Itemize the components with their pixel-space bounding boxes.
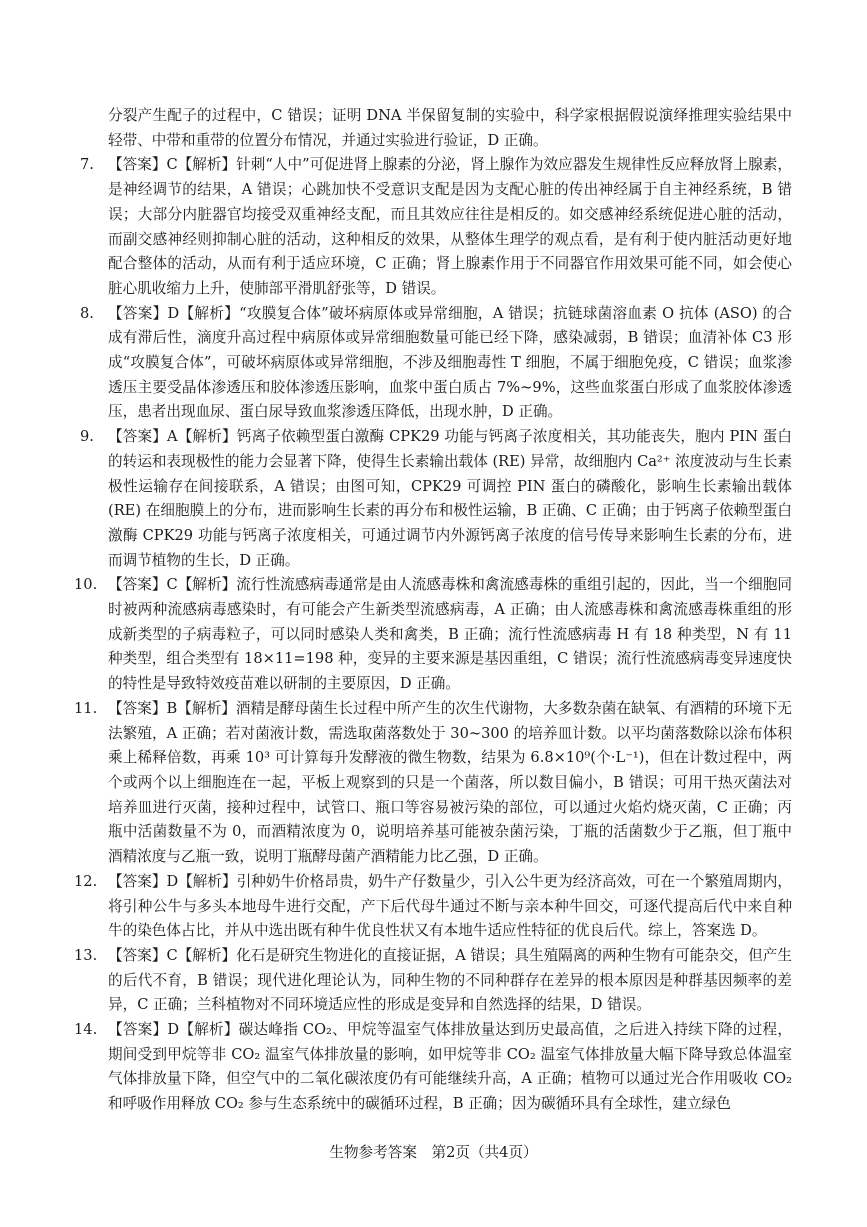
answer-item-12: [74, 870, 792, 944]
item-number: 10.: [74, 576, 98, 594]
item-number: 13.: [74, 946, 98, 964]
item-number: 14.: [74, 1021, 98, 1039]
answer-item-8: [80, 302, 792, 426]
item-number: 12.: [74, 872, 98, 890]
answer-item-14: [74, 1018, 792, 1117]
answer-item-11: [74, 697, 792, 870]
item-text: 【答案】D【解析】“攻膜复合体”破坏病原体或异常细胞，A 错误；抗链球菌溶血素 O 抗体 (ASO) 的合成有滞后性，滴度升高过程中病原体或异常细胞数量可能已经下降，感染减弱，B 错误；血清补体 C3 形成“攻膜复合体”，可破坏病原体或异常细胞，不涉及细胞毒性 T 细胞，不属于细胞免疫，C 错误；血浆渗透压主要受晶体渗透压和胶体渗透压影响，血浆中蛋白质占 7%~9%，这些血浆蛋白形成了血浆胶体渗透压，患者出现血尿、蛋白尿导致血浆渗透压降低，出现水肿，D 正确。: [108, 304, 792, 421]
intro-paragraph: 分裂产生配子的过程中，C 错误；证明 DNA 半保留复制的实验中，科学家根据假说演绎推理实验结果中轻带、中带和重带的位置分布情况，并通过实验进行验证，D 正确。: [108, 107, 792, 149]
page-footer: 生物参考答案 第2页（共4页）: [329, 1144, 538, 1161]
item-text: 【答案】C【解析】流行性流感病毒通常是由人流感毒株和禽流感毒株的重组引起的，因此，当一个细胞同时被两种流感病毒感染时，有可能会产生新类型流感病毒，A 正确；由人流感毒株和禽流感毒株重组的形成新类型的子病毒粒子，可以同时感染人类和禽类，B 正确；流行性流感病毒 H 有 18 种类型，N 有 11 种类型，组合类型有 18×11=198 种，变异的主要来源是基因重组，C 错误；流行性流感病毒变异速度快的特性是导致特效疫苗难以研制的主要原因，D 正确。: [108, 576, 792, 693]
item-number: 8.: [80, 304, 94, 322]
answer-item-10: [74, 573, 792, 697]
item-text: 【答案】D【解析】碳达峰指 CO₂、甲烷等温室气体排放量达到历史最高值，之后进入持续下降的过程，期间受到甲烷等非 CO₂ 温室气体排放量的影响，如甲烷等非 CO₂ 温室气体排放量大幅下降导致总体温室气体排放量下降，但空气中的二氧化碳浓度仍有可能继续升高，A 正确；植物可以通过光合作用吸收 CO₂ 和呼吸作用释放 CO₂ 参与生态系统中的碳循环过程，B 正确；因为碳循环具有全球性，建立绿色: [108, 1021, 792, 1113]
answer-item-9: [80, 425, 792, 573]
item-number: 11.: [74, 699, 98, 717]
item-text: 【答案】B【解析】酒精是酵母菌生长过程中所产生的次生代谢物，大多数杂菌在缺氧、有酒精的环境下无法繁殖，A 正确；若对菌液计数，需选取菌落数处于 30~300 的培养皿计数。以平均菌落数除以涂布体积乘上稀释倍数，再乘 10³ 可计算每升发酵液的微生物数，结果为 6.8×10⁹(个·L⁻¹)，但在计数过程中，两个或两个以上细胞连在一起，平板上观察到的只是一个菌落，所以数目偏小，B 错误；可用干热灭菌法对培养皿进行灭菌，接种过程中，试管口、瓶口等容易被污染的部位，可以通过火焰灼烧灭菌，C 正确；丙瓶中活菌数量不为 0，而酒精浓度为 0，说明培养基可能被杂菌污染，丁瓶的活菌数少于乙瓶，但丁瓶中酒精浓度与乙瓶一致，说明丁瓶酵母菌产酒精能力比乙强，D 正确。: [108, 699, 792, 866]
item-text: 【答案】D【解析】引种奶牛价格昂贵，奶牛产仔数量少，引入公牛更为经济高效，可在一个繁殖周期内，将引种公牛与多头本地母牛进行交配，产下后代母牛通过不断与亲本种牛回交，可逐代提高后代中来自种牛的染色体占比，并从中选出既有种牛优良性状又有本地牛适应性特征的优良后代。综上，答案选 D。: [108, 872, 792, 940]
item-text: 【答案】C【解析】化石是研究生物进化的直接证据，A 错误；具生殖隔离的两种生物有可能杂交，但产生的后代不育，B 错误；现代进化理论认为，同种生物的不同种群存在差异的根本原因是种群基因频率的差异，C 正确；兰科植物对不同环境适应性的形成是变异和自然选择的结果，D 错误。: [108, 946, 792, 1014]
answer-content: [74, 104, 792, 1117]
item-number: 7.: [80, 156, 94, 174]
item-text: 【答案】C【解析】针刺“人中”可促进肾上腺素的分泌，肾上腺作为效应器发生规律性反应释放肾上腺素，是神经调节的结果，A 错误；心跳加快不受意识支配是因为支配心脏的传出神经属于自主神经系统，B 错误；大部分内脏器官均接受双重神经支配，而且其效应往往是相反的。如交感神经系统促进心脏的活动，而副交感神经则抑制心脏的活动，这种相反的效果，从整体生理学的观点看，是有利于使内脏活动更好地配合整体的活动，从而有利于适应环境，C 正确；肾上腺素作用于不同器官作用效果可能不同，如会使心脏心肌收缩力上升，使肺部平滑肌舒张等，D 错误。: [108, 156, 792, 297]
item-text: 【答案】A【解析】钙离子依赖型蛋白激酶 CPK29 功能与钙离子浓度相关，其功能丧失，胞内 PIN 蛋白的转运和表现极性的能力会显著下降，使得生长素输出载体 (RE) 异常，故细胞内 Ca²⁺ 浓度波动与生长素极性运输存在间接联系，A 错误；由图可知，CPK29 可调控 PIN 蛋白的磷酸化，影响生长素输出载体 (RE) 在细胞膜上的分布，进而影响生长素的再分布和极性运输，B 正确、C 正确；由于钙离子依赖型蛋白激酶 CPK29 功能与钙离子浓度相关，可通过调节内外源钙离子浓度的信号传导来影响生长素的分布，进而调节植物的生长，D 正确。: [108, 428, 792, 569]
answer-item-13: [74, 944, 792, 1018]
answer-item-7: [80, 153, 792, 301]
item-number: 9.: [80, 428, 94, 446]
